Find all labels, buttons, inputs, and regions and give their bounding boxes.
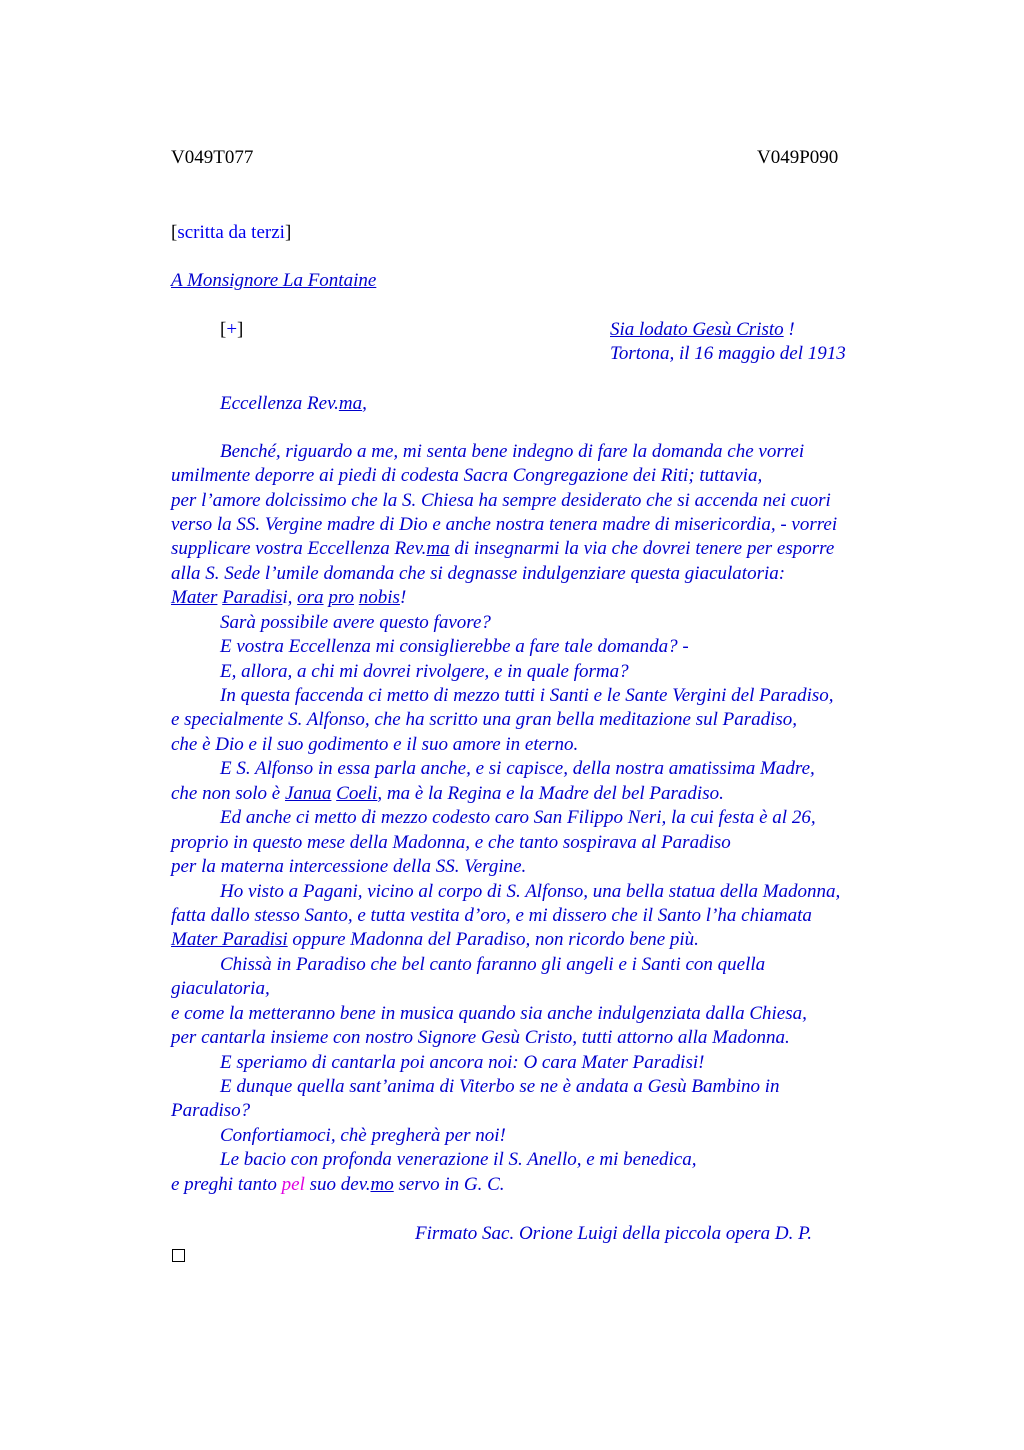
note-text: scritta da terzi bbox=[177, 222, 285, 243]
praise-text: Sia lodato Gesù Cristo bbox=[610, 319, 784, 340]
body-line: E, allora, a chi mi dovrei rivolgere, e in quale forma? bbox=[220, 661, 629, 682]
body-line: Confortiamoci, chè pregherà per noi! bbox=[220, 1125, 506, 1146]
body-line: verso la SS. Vergine madre di Dio e anche nostra tenera madre di misericordia, - vorrei bbox=[171, 514, 838, 535]
cross-mark bbox=[220, 318, 243, 342]
cross-bracket-open: [ bbox=[220, 319, 227, 340]
prayer-word: pro bbox=[328, 587, 355, 608]
salutation-comma: , bbox=[362, 393, 367, 414]
addressee: A Monsignore La Fontaine bbox=[171, 270, 377, 291]
body-text: , ma è la Regina e la Madre del bel Paradiso. bbox=[377, 783, 724, 804]
body-text: oppure Madonna del Paradiso, non ricordo bene più. bbox=[287, 929, 699, 950]
body-text: che non solo è bbox=[171, 783, 285, 804]
body-line: e come la metteranno bene in musica quando sia anche indulgenziata dalla Chiesa, bbox=[171, 1003, 807, 1024]
body-text: supplicare vostra Eccellenza Rev. bbox=[171, 538, 427, 559]
note-bracket-close: ] bbox=[284, 222, 292, 243]
body-line: e specialmente S. Alfonso, che ha scritto una gran bella meditazione sul Paradiso, bbox=[171, 709, 798, 730]
body-line: E vostra Eccellenza mi consiglierebbe a fare tale domanda? - bbox=[220, 636, 689, 657]
document-code-right: V049P090 bbox=[757, 147, 839, 168]
body-line: per la materna intercessione della SS. Vergine. bbox=[171, 856, 527, 877]
prayer-word: nobis bbox=[358, 587, 400, 608]
body-line bbox=[171, 782, 724, 806]
body-line: Ed anche ci metto di mezzo codesto caro San Filippo Neri, la cui festa è al 26, bbox=[220, 807, 816, 828]
body-line: Sarà possibile avere questo favore? bbox=[220, 612, 491, 633]
end-square-icon bbox=[172, 1249, 185, 1262]
salutation-text: Eccellenza Rev. bbox=[220, 393, 339, 414]
note-bracket-open: [ bbox=[171, 222, 178, 243]
body-line: Chissà in Paradiso che bel canto faranno gli angeli e i Santi con quella bbox=[220, 954, 766, 975]
body-line: alla S. Sede l’umile domanda che si degnasse indulgenziare questa giaculatoria: bbox=[171, 563, 786, 584]
prayer-word: ora bbox=[297, 587, 324, 608]
body-line: proprio in questo mese della Madonna, e che tanto sospirava al Paradiso bbox=[171, 832, 731, 853]
prayer-text: i, bbox=[282, 587, 298, 608]
body-text: e preghi tanto bbox=[171, 1174, 282, 1195]
body-text: di insegnarmi la via che dovrei tenere per esporre bbox=[449, 538, 835, 559]
body-line: Le bacio con profonda venerazione il S. Anello, e mi benedica, bbox=[220, 1149, 697, 1170]
body-line: E S. Alfonso in essa parla anche, e si capisce, della nostra amatissima Madre, bbox=[220, 758, 815, 779]
cross-symbol: + bbox=[226, 319, 238, 340]
salutation-abbrev: ma bbox=[338, 393, 363, 414]
latin-word: Coeli bbox=[336, 783, 378, 804]
body-line bbox=[171, 537, 834, 561]
body-line: Benché, riguardo a me, mi senta bene indegno di fare la domanda che vorrei bbox=[220, 441, 805, 462]
praise-line bbox=[610, 318, 795, 342]
body-line: fatta dallo stesso Santo, e tutta vestita d’oro, e mi dissero che il Santo l’ha chiamata bbox=[171, 905, 812, 926]
body-text: servo in G. C. bbox=[393, 1174, 505, 1195]
place-date: Tortona, il 16 maggio del 1913 bbox=[610, 343, 846, 364]
body-line: che è Dio e il suo godimento e il suo amore in eterno. bbox=[171, 734, 579, 755]
signature: Firmato Sac. Orione Luigi della piccola opera D. P. bbox=[415, 1223, 813, 1244]
body-line: per l’amore dolcissimo che la S. Chiesa ha sempre desiderato che si accenda nei cuori bbox=[171, 490, 831, 511]
body-line: E dunque quella sant’anima di Viterbo se ne è andata a Gesù Bambino in bbox=[220, 1076, 780, 1097]
document-code-left: V049T077 bbox=[171, 147, 254, 168]
prayer-text: ! bbox=[399, 587, 407, 608]
praise-end: ! bbox=[783, 319, 795, 340]
body-line: E speriamo di cantarla poi ancora noi: O cara Mater Paradisi! bbox=[220, 1052, 705, 1073]
body-line: umilmente deporre ai piedi di codesta Sacra Congregazione dei Riti; tuttavia, bbox=[171, 465, 763, 486]
latin-title: Mater Paradisi bbox=[171, 929, 288, 950]
body-text: suo dev. bbox=[304, 1174, 371, 1195]
prayer-word: Paradis bbox=[222, 587, 283, 608]
salutation bbox=[220, 392, 367, 416]
body-line bbox=[171, 928, 699, 952]
body-line: In questa faccenda ci metto di mezzo tutti i Santi e le Sante Vergini del Paradiso, bbox=[220, 685, 834, 706]
annotated-word: pel bbox=[281, 1174, 305, 1195]
editorial-note bbox=[171, 221, 291, 245]
cross-bracket-close: ] bbox=[237, 319, 244, 340]
closing-line bbox=[171, 1173, 505, 1197]
abbrev: ma bbox=[426, 538, 450, 559]
body-line: Ho visto a Pagani, vicino al corpo di S. Alfonso, una bella statua della Madonna, bbox=[220, 881, 841, 902]
prayer-word: Mater bbox=[171, 587, 218, 608]
body-line: Paradiso? bbox=[171, 1100, 251, 1121]
latin-word: Janua bbox=[284, 783, 332, 804]
body-line: giaculatoria, bbox=[171, 978, 270, 999]
body-line: per cantarla insieme con nostro Signore Gesù Cristo, tutti attorno alla Madonna. bbox=[171, 1027, 790, 1048]
ejaculatory-prayer bbox=[171, 586, 406, 610]
abbrev: mo bbox=[370, 1174, 394, 1195]
